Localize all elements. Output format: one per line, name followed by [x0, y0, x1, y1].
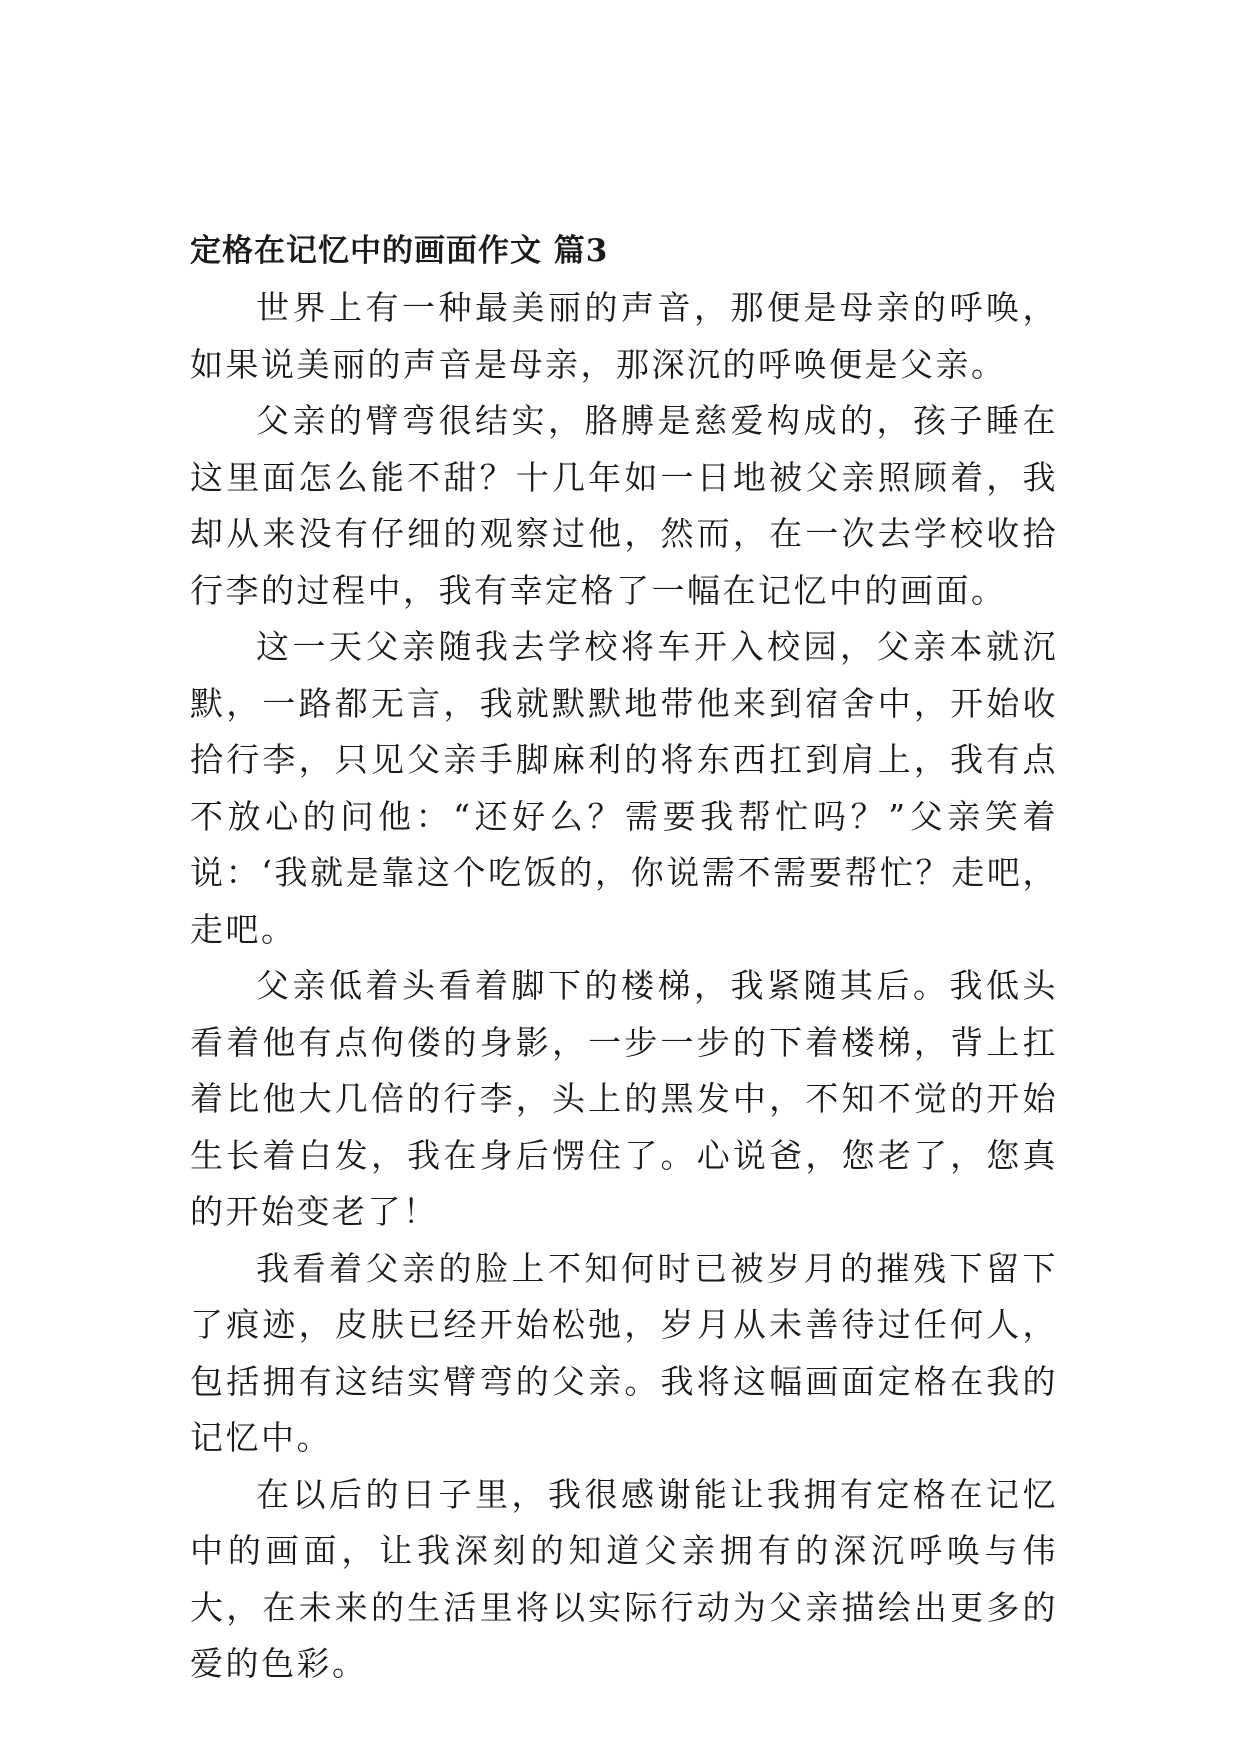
- paragraph-3: 这一天父亲随我去学校将车开入校园，父亲本就沉默，一路都无言，我就默默地带他来到宿舍中，开始收拾行李，只见父亲手脚麻利的将东西扛到肩上，我有点不放心的问他：“还好么？需要我帮忙吗？”父亲笑着说：‘我就是靠这个吃饭的，你说需不需要帮忙？走吧，走吧。: [190, 627, 1058, 949]
- paragraph-5: 我看着父亲的脸上不知何时已被岁月的摧残下留下了痕迹，皮肤已经开始松弛，岁月从未善待过任何人，包括拥有这结实臂弯的父亲。我将这幅画面定格在我的记忆中。: [190, 1248, 1058, 1457]
- paragraph-1: 世界上有一种最美丽的声音，那便是母亲的呼唤，如果说美丽的声音是母亲，那深沉的呼唤便是父亲。: [190, 288, 1058, 384]
- paragraph-6: 在以后的日子里，我很感谢能让我拥有定格在记忆中的画面，让我深刻的知道父亲拥有的深沉呼唤与伟大，在未来的生活里将以实际行动为父亲描绘出更多的爱的色彩。: [190, 1474, 1058, 1683]
- paragraph-2: 父亲的臂弯很结实，胳膊是慈爱构成的，孩子睡在这里面怎么能不甜？十几年如一日地被父亲照顾着，我却从来没有仔细的观察过他，然而，在一次去学校收拾行李的过程中，我有幸定格了一幅在记忆中的画面。: [190, 401, 1058, 610]
- essay-body: [190, 222, 1058, 1693]
- essay-title: 定格在记忆中的画面作文 篇3: [190, 233, 609, 269]
- paragraph-4: 父亲低着头看着脚下的楼梯，我紧随其后。我低头看着他有点佝偻的身影，一步一步的下着楼梯，背上扛着比他大几倍的行李，头上的黑发中，不知不觉的开始生长着白发，我在身后愣住了。心说爸，您老了，您真的开始变老了！: [190, 966, 1058, 1231]
